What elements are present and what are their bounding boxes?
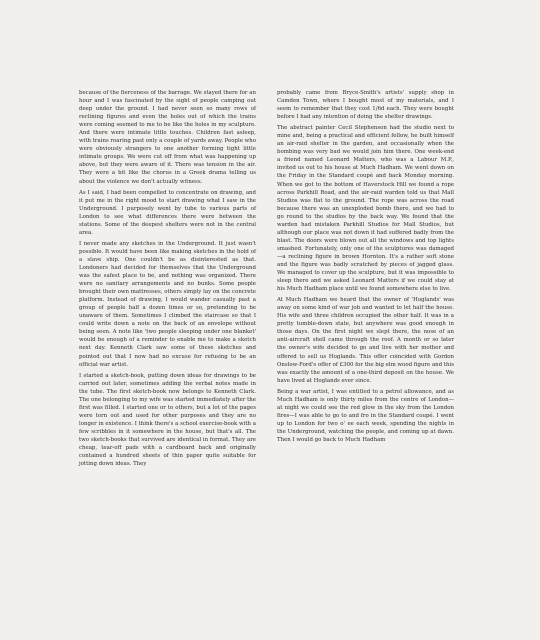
- paragraph: The abstract painter Cecil Stephenson had the studio next to mine and, being a practical and efficient fellow, he built himself an air-raid shelter in the garden, and occasionally when the bombing was very bad we would join him there. One week-end a friend named Leonard Matters, who was a Labour M.P., invited us out to his house at Much Hadham. We went down on the Friday in the Standard coupé and back Monday morning. When we got to the bottom of Haverstock Hill we found a rope across Parkhill Road, and the air-raid warden told us that Mall Studios was flat to the ground. The rope was across the road because there was an unexploded bomb there, and we had to go round to the studios by the back way. We found that the warden had mistaken Parkhill Studios for Mall Studios, but although our place was not down it had suffered badly from the blast. The doors were blown out all the windows and top lights smashed. Fortunately, only one of the sculptures was damaged—a reclining figure in brown Hornton. It's a rather soft stone and the figure was badly scratched by pieces of jagged glass. We managed to cover up the sculpture, but it was impossible to sleep there and we asked Leonard Matters if we could stay at his Much Hadham place until we found somewhere else to live.: [277, 125, 454, 293]
- left-column: [79, 89, 256, 468]
- right-column: [277, 89, 454, 468]
- paragraph: As I said, I had been compelled to concentrate on drawing, and it put me in the right mood to start drawing what I saw in the Underground. I purposely went by tube to various parts of London to see what differences there were between the stations. Some of the deepest shelters were not in the central area.: [79, 189, 256, 236]
- text-columns: [79, 89, 540, 468]
- paragraph: I never made any sketches in the Underground. It just wasn't possible. It would have been like making sketches in the hold of a slave ship. One couldn't be as disinterested as that. Londoners had decided for themselves that the Underground was the safest place to be, and nothing was organized. There were no sanitary arrangements and no bunks. Some people brought their own mattresses, others simply lay on the concrete platform. Instead of drawing, I would wander casually past a group of people half a dozen times or so, pretending to be unaware of them. Sometimes I climbed the staircase so that I could write down a note on the back of an envelope without being seen. A note like 'two people sleeping under one blanket' would be enough of a reminder to enable me to make a sketch next day. Kenneth Clark saw some of these sketches and pointed out that I now had no excuse for refusing to be an official war artist.: [79, 240, 256, 368]
- paragraph: because of the fierceness of the barrage. We stayed there for an hour and I was fascinated by the sight of people camping out deep under the ground. I had never seen so many rows of reclining figures and even the holes out of which the trains were coming seemed to me to be like the holes in my sculpture. And there were intimate little touches. Children fast asleep, with trains roaring past only a couple of yards away. People who were obviously strangers to one another forming tight little intimate groups. We were cut off from what was happening up above, but they were aware of it. There was tension in the air. They were a bit like the chorus in a Greek drama telling us about the violence we don't actually witness.: [79, 90, 256, 185]
- paragraph: probably came from Bryce-Smith's artists' supply shop in Camden Town, where I bought most of my materials, and I seem to remember that they cost 1/6d each. They were bought before I had any intention of doing the shelter drawings.: [277, 90, 454, 121]
- paragraph: At Much Hadham we heard that the owner of 'Hoglands' was away on some kind of war job and wanted to let half the house. His wife and three children occupied the other half. It was in a pretty tumble-down state, but anywhere was good enough in those days. On the first night we slept there, the nose of an anti-aircraft shell came through the roof. A month or so later the owner's wife decided to go and live with her mother and offered to sell us Hoglands. This offer coincided with Gordon Onslow-Ford's offer of £300 for the big elm wood figure and this was exactly the amount of a one-third deposit on the house. We have lived at Hoglands ever since.: [277, 297, 455, 384]
- paragraph: I started a sketch-book, putting down ideas for drawings to be carried out later, sometimes adding the verbal notes made in the tube. The first sketch-book now belongs to Kenneth Clark. The one belonging to my wife was started immediately after the first was filled. I started one or to others, but a lot of the pages were torn out and used for other purposes and they are no longer in existence. I think there's a school exercise-book with a few scribbles in it somewhere in the house, but that's all. The two sketch-books that survived are identical in format. They are cheap, tear-off pads with a cardboard back and originally contained a hundred sheets of thin paper quite suitable for jotting down ideas. They: [79, 372, 256, 468]
- paragraph: Being a war artist, I was entitled to a petrol allowance, and as Much Hadham is only thirty miles from the centre of London—at night we could see the red glow in the sky from the London fires—I was able to go to and fro in the Standard coupé. I went up to London for two o' ee each week, spending the nights in the Underground, watching the people, and coming up at dawn. Then I would go back to Much Hadham: [277, 388, 454, 443]
